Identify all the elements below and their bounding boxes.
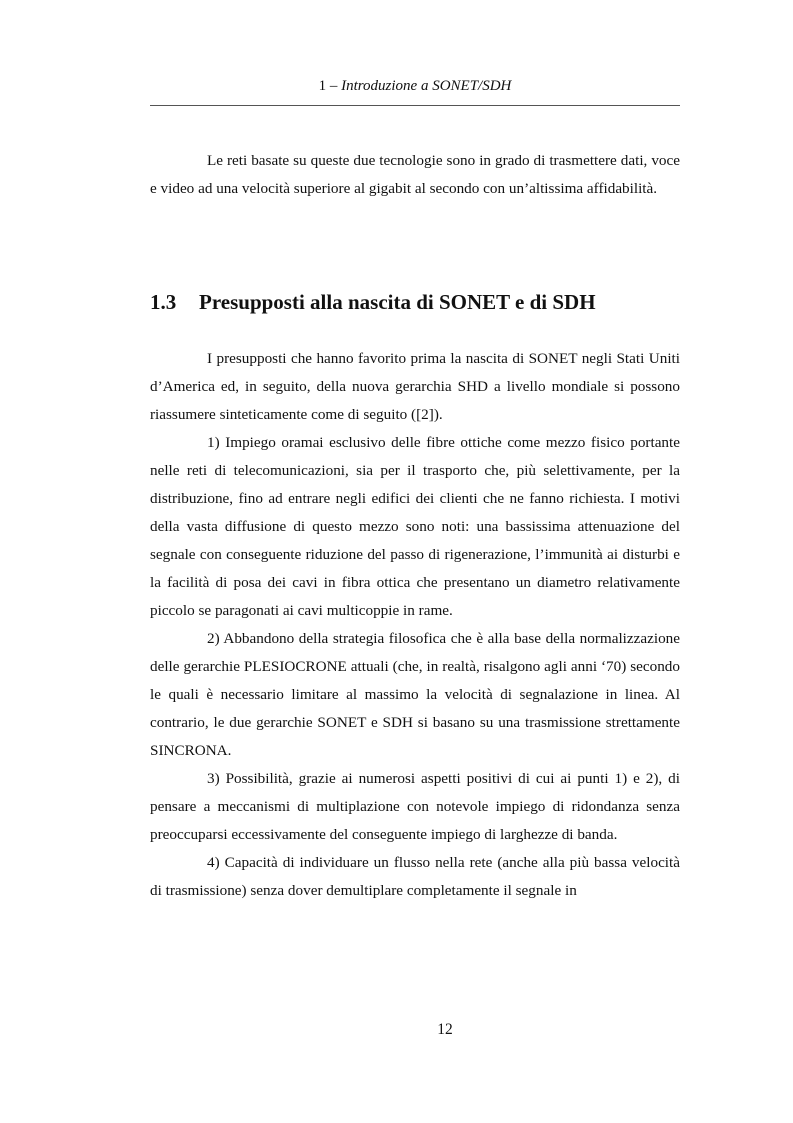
running-header [150, 76, 680, 96]
chapter-prefix: 1 – [318, 78, 342, 94]
section-heading [150, 287, 680, 317]
chapter-title: Introduzione a SONET/SDH [341, 78, 512, 94]
section-title: Presupposti alla nascita di SONET e di SDH [199, 290, 596, 314]
paragraph-intro: I presupposti che hanno favorito prima la nascita di SONET negli Stati Uniti d’America ed, in seguito, della nuova gerarchia SHD a livello mondiale si possono riassumere sinteticamente come di seguito ([2]). [150, 350, 680, 423]
paragraph-item-3: 3) Possibilità, grazie ai numerosi aspetti positivi di cui ai punti 1) e 2), di pensare a meccanismi di multiplazione con notevole impiego di ridondanza senza preoccuparsi eccessivamente del conseguente impiego di larghezze di banda. [150, 770, 680, 843]
paragraph-item-1: 1) Impiego oramai esclusivo delle fibre ottiche come mezzo fisico portante nelle reti di telecomunicazioni, sia per il trasporto che, più selettivamente, per la distribuzione, fino ad entrare negli edifici dei clienti che ne fanno richiesta. I motivi della vasta diffusione di questo mezzo sono noti: una bassissima attenuazione del segnale con conseguente riduzione del passo di rigenerazione, l’immunità ai disturbi e la facilità di posa dei cavi in fibra ottica che presentano un diametro relativamente piccolo se paragonati ai cavi multicoppie in rame. [150, 434, 680, 619]
intro-paragraph: Le reti basate su queste due tecnologie sono in grado di trasmettere dati, voce e video ad una velocità superiore al gigabit al secondo con un’altissima affidabilità. [150, 152, 680, 197]
paragraph-item-4: 4) Capacità di individuare un flusso nella rete (anche alla più bassa velocità di trasmissione) senza dover demultiplare completamente il segnale in [150, 854, 680, 899]
section-number: 1.3 [150, 290, 177, 314]
header-rule [150, 105, 680, 106]
section-body [150, 345, 680, 905]
paragraph-item-2: 2) Abbandono della strategia filosofica che è alla base della normalizzazione delle gerarchie PLESIOCRONE attuali (che, in realtà, risalgono agli anni ‘70) secondo le quali è necessario limitare al massimo la velocità di segnalazione in linea. Al contrario, le due gerarchie SONET e SDH si basano su una trasmissione strettamente SINCRONA. [150, 630, 680, 759]
intro-block [150, 147, 680, 203]
page-number: 12 [437, 1021, 453, 1038]
